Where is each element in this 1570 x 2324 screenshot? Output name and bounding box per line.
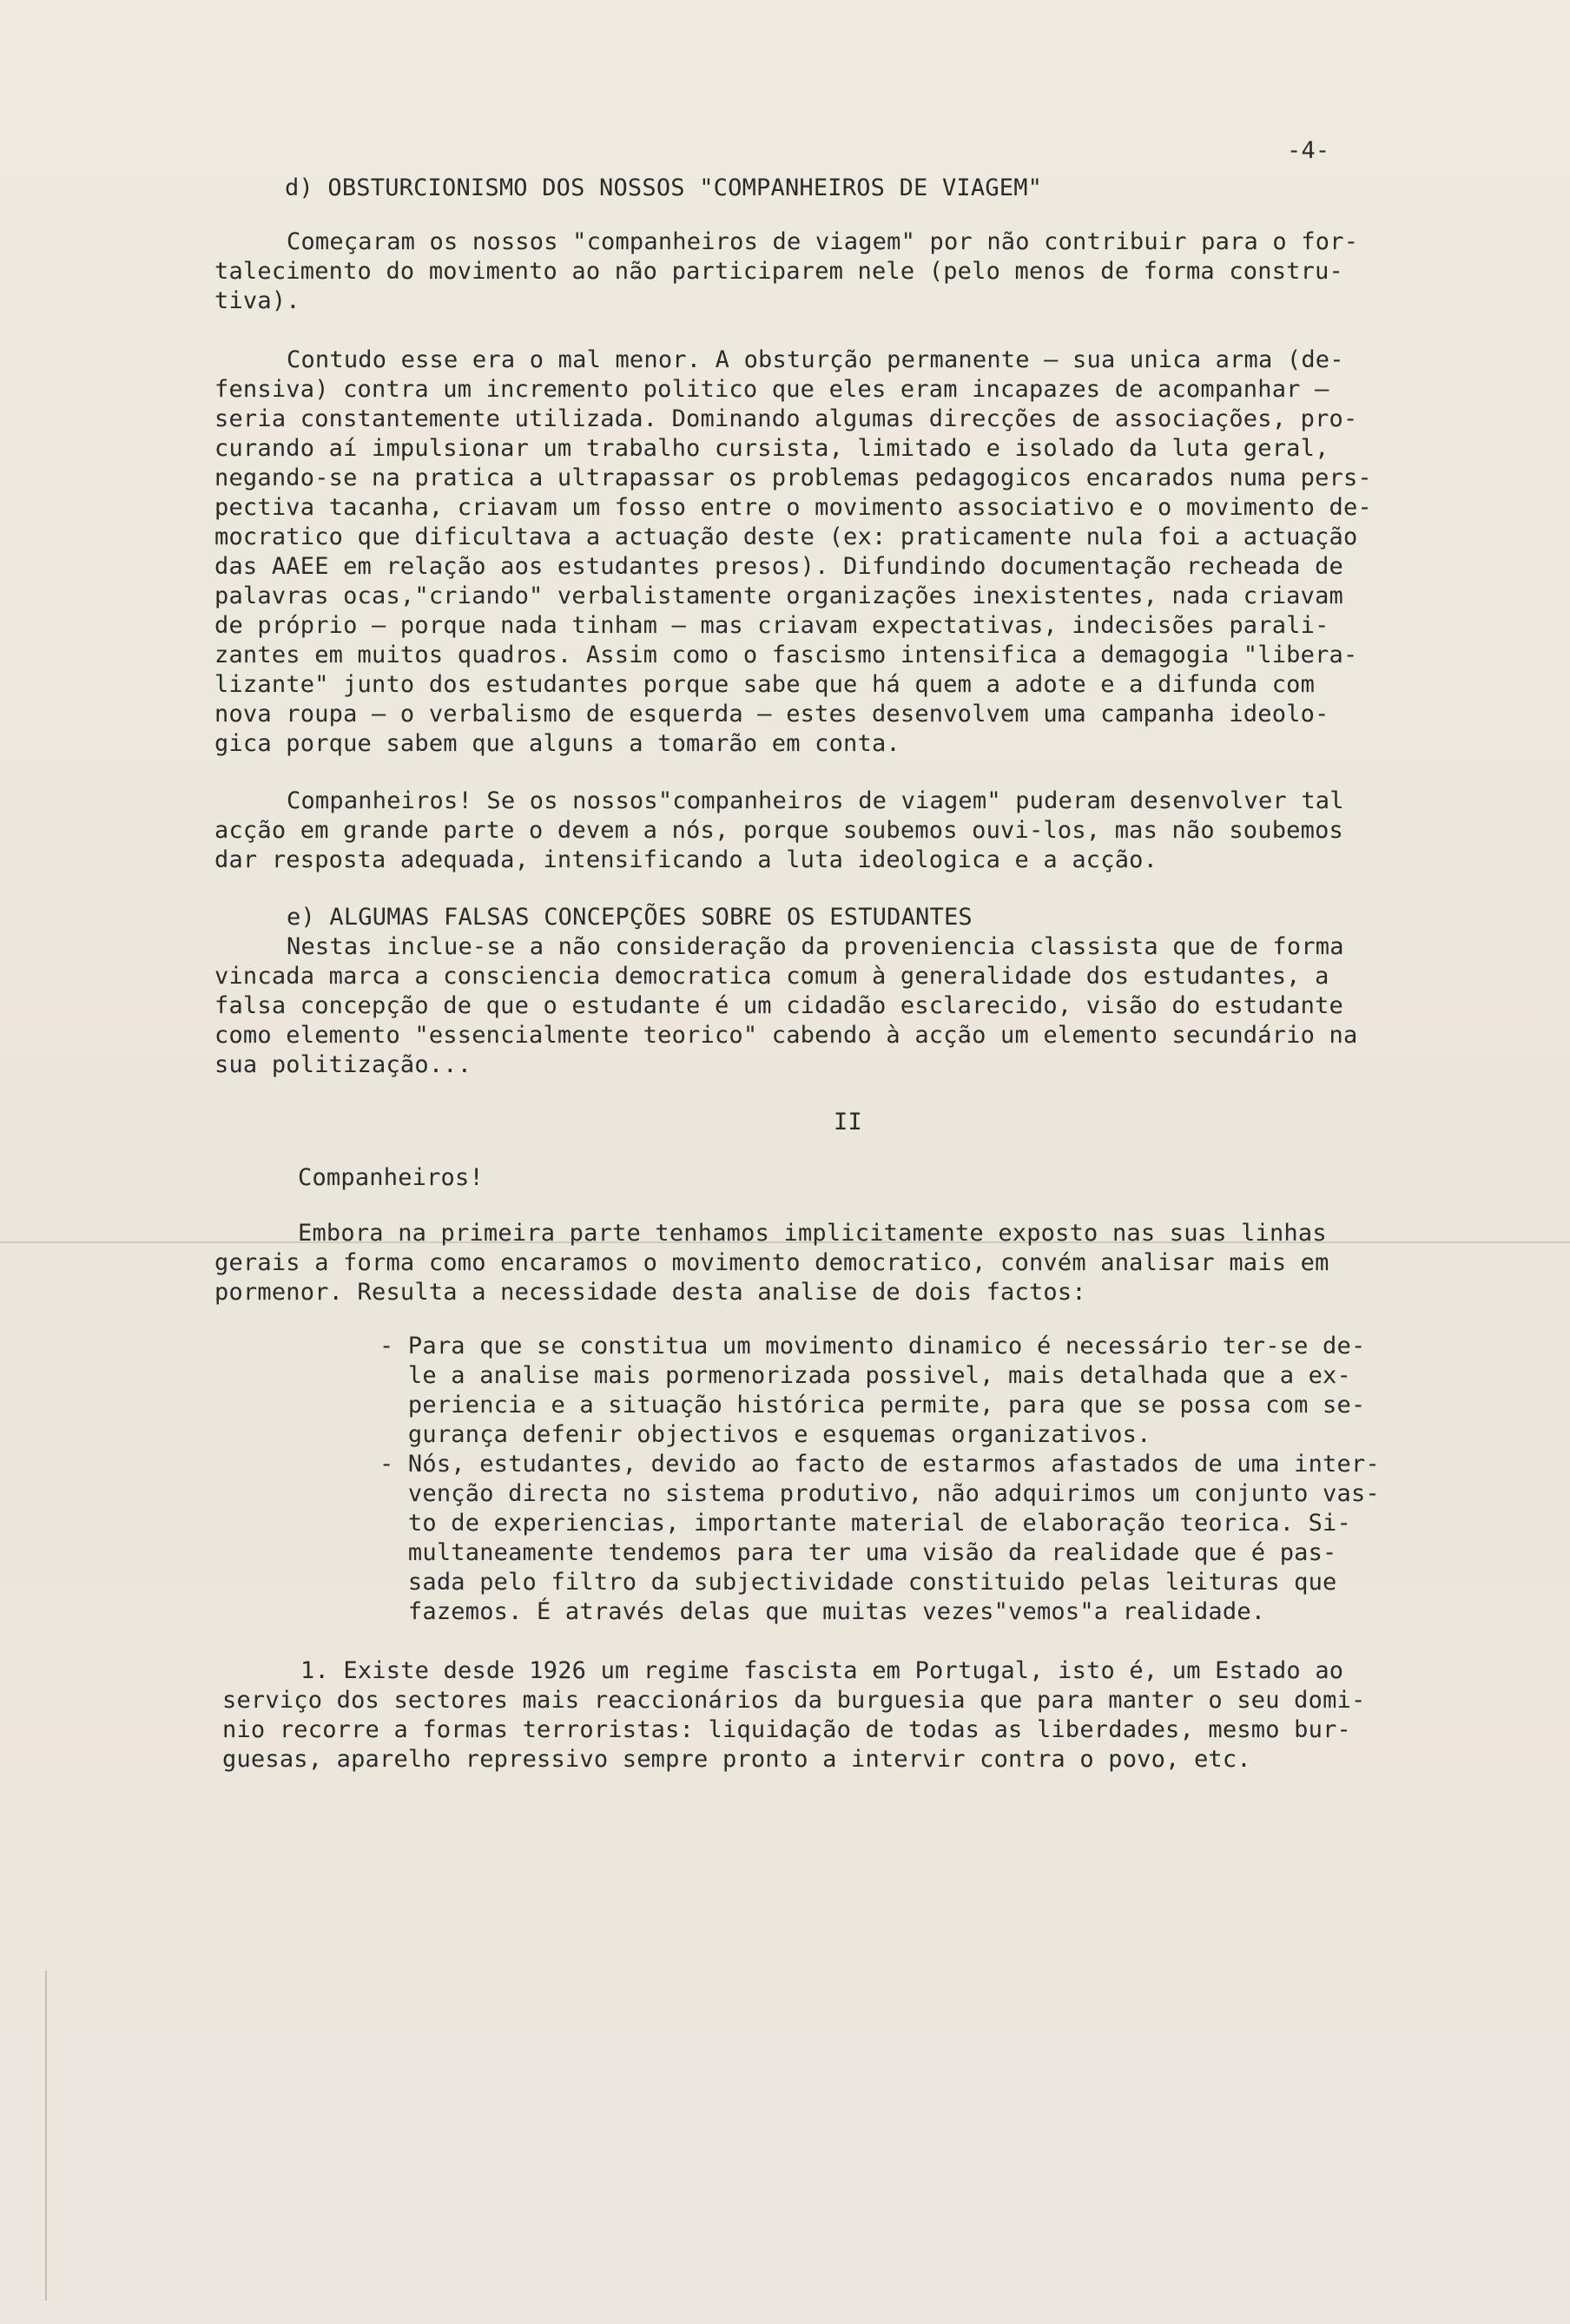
greeting: Companheiros!: [298, 1164, 484, 1191]
section-d-p1-line: Começaram os nossos "companheiros de viagem" por não contribuir para o for-: [287, 228, 1359, 255]
bullet-item-line: - Para que se constitua um movimento dinamico é necessário ter-se de-: [379, 1333, 1366, 1360]
bullet-item-line: periencia e a situação histórica permite, para que se possa com se-: [379, 1392, 1366, 1419]
section-e-p1-line: Nestas inclue-se a não consideração da proveniencia classista que de forma: [287, 933, 1344, 960]
bullet-item-line: multaneamente tendemos para ter uma visão da realidade que é pas-: [379, 1539, 1337, 1566]
section-d-p2-line: zantes em muitos quadros. Assim como o fascismo intensifica a demagogia "libera-: [214, 642, 1358, 668]
part-ii-p1-line: pormenor. Resulta a necessidade desta analise de dois factos:: [214, 1279, 1086, 1306]
section-d-p2-line: fensiva) contra um incremento politico que eles eram incapazes de acompanhar —: [214, 376, 1329, 403]
numbered-item-line: guesas, aparelho repressivo sempre pronto a intervir contra o povo, etc.: [222, 1746, 1251, 1773]
numbered-item-line: serviço dos sectores mais reaccionários da burguesia que para manter o seu domi-: [222, 1687, 1366, 1714]
numbered-item-line: 1. Existe desde 1926 um regime fascista em Portugal, isto é, um Estado ao: [300, 1657, 1344, 1684]
section-d-p2-line: curando aí impulsionar um trabalho cursista, limitado e isolado da luta geral,: [214, 435, 1329, 462]
section-d-p3-line: acção em grande parte o devem a nós, porque soubemos ouvi-los, mas não soubemos: [214, 817, 1343, 844]
section-d-p3-line: Companheiros! Se os nossos"companheiros de viagem" puderam desenvolver tal: [287, 787, 1344, 814]
page-edge-mark: [45, 1971, 47, 2301]
section-d-p2-line: pectiva tacanha, criavam um fosso entre o movimento associativo e o movimento de-: [214, 494, 1372, 521]
section-d-p2-line: mocratico que dificultava a actuação deste (ex: praticamente nula foi a actuação: [214, 523, 1358, 550]
section-e-p1-line: falsa concepção de que o estudante é um cidadão esclarecido, visão do estudante: [214, 992, 1343, 1019]
section-d-p2-line: lizante" junto dos estudantes porque sabe que há quem a adote e a difunda com: [214, 671, 1316, 698]
section-d-p1-line: tiva).: [214, 287, 300, 314]
bullet-item-line: le a analise mais pormenorizada possivel, mais detalhada que a ex-: [379, 1362, 1351, 1389]
bullet-item-line: - Nós, estudantes, devido ao facto de estarmos afastados de uma inter-: [379, 1451, 1380, 1478]
section-d-p2-line: gica porque sabem que alguns a tomarão em conta.: [214, 730, 900, 757]
section-e-p1-line: sua politização...: [214, 1051, 472, 1078]
numbered-item-line: nio recorre a formas terroristas: liquidação de todas as liberdades, mesmo bur-: [222, 1716, 1351, 1743]
part-ii-p1-line: Embora na primeira parte tenhamos implicitamente exposto nas suas linhas: [298, 1220, 1327, 1247]
section-e-p1-line: vincada marca a consciencia democratica comum à generalidade dos estudantes, a: [214, 963, 1329, 990]
section-d-p2-line: palavras ocas,"criando" verbalistamente organizações inexistentes, nada criavam: [214, 583, 1343, 609]
section-d-p2-line: seria constantemente utilizada. Dominando algumas direcções de associações, pro-: [214, 405, 1358, 432]
section-d-heading: d) OBSTURCIONISMO DOS NOSSOS "COMPANHEIROS DE VIAGEM": [285, 174, 1043, 201]
page-number: -4-: [1287, 137, 1330, 164]
section-d-p3-line: dar resposta adequada, intensificando a luta ideologica e a acção.: [214, 846, 1158, 873]
section-e-p1-line: como elemento "essencialmente teorico" cabendo à acção um elemento secundário na: [214, 1022, 1358, 1049]
bullet-item-line: gurança defenir objectivos e esquemas organizativos.: [379, 1421, 1151, 1448]
part-ii-heading: II: [834, 1109, 862, 1136]
section-e-heading: e) ALGUMAS FALSAS CONCEPÇÕES SOBRE OS ESTUDANTES: [287, 904, 973, 931]
section-d-p2-line: nova roupa — o verbalismo de esquerda — estes desenvolvem uma campanha ideolo-: [214, 701, 1329, 727]
section-d-p2-line: das AAEE em relação aos estudantes presos). Difundindo documentação recheada de: [214, 553, 1343, 580]
bullet-item-line: fazemos. É através delas que muitas vezes"vemos"a realidade.: [379, 1598, 1266, 1625]
section-d-p1-line: talecimento do movimento ao não participarem nele (pelo menos de forma constru-: [214, 258, 1343, 285]
section-d-p2-line: de próprio — porque nada tinham — mas criavam expectativas, indecisões parali-: [214, 612, 1329, 639]
bullet-item-line: sada pelo filtro da subjectividade constituido pelas leituras que: [379, 1569, 1337, 1596]
section-d-p2-line: Contudo esse era o mal menor. A obsturção permanente — sua unica arma (de-: [287, 346, 1344, 373]
section-d-p2-line: negando-se na pratica a ultrapassar os problemas pedagogicos encarados numa pers-: [214, 464, 1372, 491]
part-ii-p1-line: gerais a forma como encaramos o movimento democratico, convém analisar mais em: [214, 1249, 1329, 1276]
bullet-item-line: to de experiencias, importante material de elaboração teorica. Si-: [379, 1510, 1351, 1537]
bullet-item-line: venção directa no sistema produtivo, não adquirimos um conjunto vas-: [379, 1480, 1380, 1507]
